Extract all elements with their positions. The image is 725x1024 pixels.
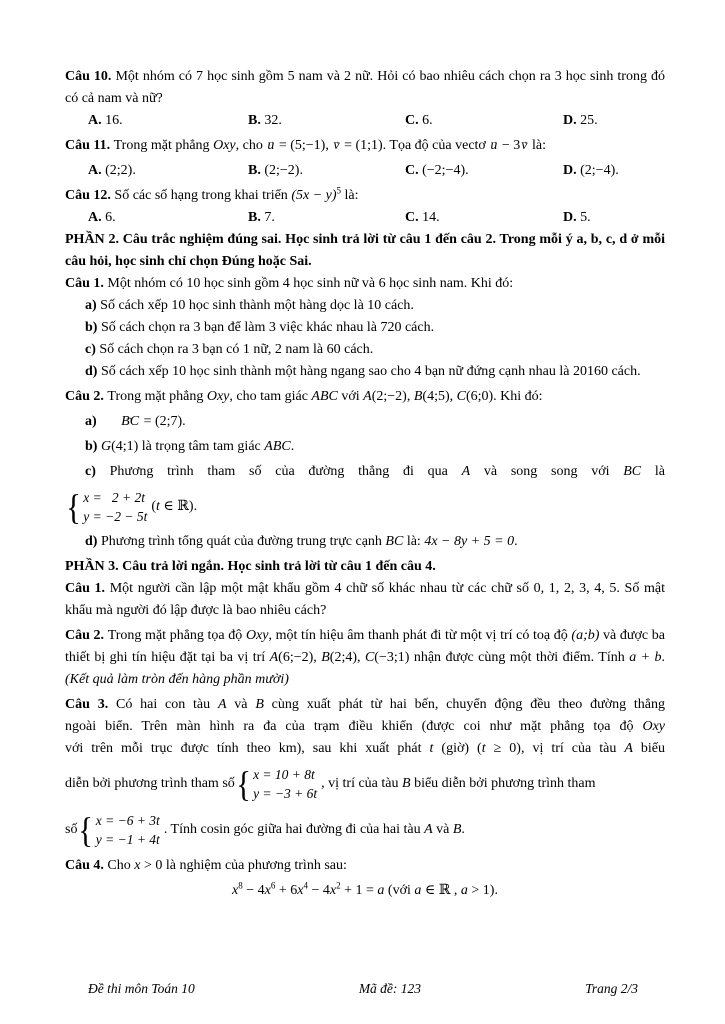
text-segment: với [337, 389, 364, 404]
option-b [248, 160, 405, 182]
p2-question-1-text [65, 273, 665, 295]
text-segment: 16. [105, 113, 123, 128]
text-segment: B [321, 650, 330, 665]
p3-q3-line-1 [65, 694, 665, 716]
text-segment: Số cách xếp 10 học sinh thành một hàng dọc là 10 cách. [100, 298, 414, 313]
text-segment: BC [623, 464, 642, 479]
text-segment: t [156, 499, 160, 514]
text-segment: u → [489, 135, 498, 157]
system-line-1: x = 2 + 2t [83, 490, 145, 505]
text-segment: Câu 1. [65, 276, 108, 291]
text-segment: (2;−4). [580, 163, 619, 178]
option-d [563, 110, 665, 132]
footer-exam-code: Mã đề: 123 [358, 981, 422, 996]
exam-body [65, 66, 665, 902]
text-segment: v → [332, 135, 340, 157]
ship-b-system [77, 810, 159, 850]
text-segment: B. [248, 210, 265, 225]
p2-question-2-text [65, 386, 665, 408]
text-segment: (5x − y) [291, 188, 337, 203]
text-segment: . [461, 822, 465, 837]
q3-line4-suffix [321, 774, 595, 794]
text-segment: A. [88, 113, 106, 128]
text-segment: − 4 [308, 883, 330, 898]
option-d [563, 160, 665, 182]
text-segment: và [226, 697, 256, 712]
text-segment: a [377, 883, 385, 898]
text-segment: (−2;−4). [422, 163, 469, 178]
text-segment: x [297, 883, 304, 898]
text-segment: (2;4), [329, 650, 365, 665]
text-segment: 14. [422, 210, 440, 225]
text-segment: Một nhóm có 7 học sinh gồm 5 nam và 2 nữ. Hỏi có bao nhiêu cách chọn ra 3 học sinh trong đó có cả nam và nữ? [65, 69, 666, 106]
text-segment: 7. [264, 210, 275, 225]
text-segment: A [424, 822, 433, 837]
text-segment: Cho [107, 858, 135, 873]
text-segment: A [624, 741, 633, 756]
p3-q3-line-3 [65, 738, 665, 760]
system-line-1: x = −6 + 3t [95, 813, 160, 828]
p2-q1-item-d [65, 361, 665, 383]
text-segment: (2;2). [105, 163, 136, 178]
question-10-text [65, 66, 665, 110]
option-d [563, 207, 665, 229]
text-segment: là [641, 464, 665, 479]
text-segment: a + b [629, 650, 662, 665]
question-12-text [65, 185, 665, 207]
text-segment: 5 [336, 185, 342, 196]
text-segment: ≥ 0), vị trí của tàu [485, 741, 625, 756]
text-segment: với trên mỗi trục được tính theo km), sau khi xuất phát [65, 741, 430, 756]
text-segment: = (2;7). [140, 414, 186, 429]
text-segment: Có hai con tàu [116, 697, 218, 712]
text-segment: Số cách xếp 10 học sinh thành một hàng ngang sao cho 4 bạn nữ đứng cạnh nhau là 20160 cách. [100, 364, 641, 379]
text-segment: C. [405, 113, 423, 128]
text-segment: > 0 là nghiệm của phương trình sau: [140, 858, 347, 873]
text-segment: v → [520, 135, 528, 157]
text-segment: Oxy [206, 389, 230, 404]
text-segment: 5. [580, 210, 591, 225]
text-segment: (a;b) [571, 628, 600, 643]
text-segment: c) [85, 342, 100, 357]
text-segment: A [217, 697, 227, 712]
text-segment: Oxy [245, 628, 269, 643]
text-segment: , cho tam giác [229, 389, 312, 404]
system-line-2: y = −1 + 4t [95, 832, 160, 847]
text-segment: BC → [100, 411, 140, 433]
text-segment: Câu 3. [65, 697, 116, 712]
text-segment: là: [403, 534, 425, 549]
text-segment: diễn bởi phương trình tham số [65, 776, 235, 791]
text-segment: Câu 10. [65, 69, 116, 84]
parametric-system [65, 487, 147, 527]
text-segment: Số các số hạng trong khai triển [114, 188, 292, 203]
text-segment: B. [248, 163, 265, 178]
text-segment: (4;1) là trọng tâm tam giác [111, 439, 265, 454]
p3-q3-line-2 [65, 716, 665, 738]
text-segment: Oxy [642, 719, 665, 734]
text-segment: (với [384, 883, 415, 898]
text-segment: và được ba thiết bị ghi tín hiệu đặt tại ba vị trí [65, 628, 665, 665]
text-segment: , cho [235, 138, 267, 153]
text-segment: Câu 1. [65, 581, 110, 596]
text-segment: c) [85, 464, 110, 479]
text-segment: B [402, 776, 411, 791]
p2-q1-item-a [65, 295, 665, 317]
text-segment: BC [385, 534, 404, 549]
text-segment: (6;−2), [278, 650, 322, 665]
text-segment: = (5;−1), [275, 138, 333, 153]
text-segment: Trong mặt phẳng tọa độ [107, 628, 246, 643]
text-segment: a [414, 883, 422, 898]
text-segment: ∈ ℝ , [421, 883, 461, 898]
left-brace-icon: { [66, 487, 81, 527]
text-segment: Phương trình tham số của đường thẳng đi qua [109, 464, 462, 479]
text-segment: ABC [311, 389, 338, 404]
text-segment: C. [405, 163, 423, 178]
text-segment: 32. [264, 113, 282, 128]
text-segment: Câu 12. [65, 188, 115, 203]
text-segment: G [100, 439, 112, 454]
text-segment: . [514, 534, 518, 549]
text-segment: (6;0). Khi đó: [465, 389, 543, 404]
p3-q3-line-5 [65, 808, 665, 852]
text-segment: d) [85, 534, 101, 549]
option-a [88, 160, 248, 182]
text-segment: C [364, 650, 375, 665]
text-segment: là: [528, 138, 546, 153]
text-segment: 4 [303, 880, 308, 891]
system-line-2: y = −3 + 6t [253, 786, 318, 801]
text-segment: cùng xuất phát từ hai bến, chuyển động đều theo đường thẳng [263, 697, 665, 712]
footer-page-number: Trang 2/3 [585, 981, 638, 996]
p2-q2-item-c [65, 461, 665, 483]
system-lines [96, 811, 160, 849]
part2-heading [65, 229, 665, 273]
text-segment: B. [248, 113, 265, 128]
question-11-text [65, 135, 665, 157]
text-segment: a) [85, 298, 101, 313]
page-footer [88, 980, 638, 998]
ship-a-system [235, 764, 317, 804]
text-segment: biểu diễn bởi phương trình tham [410, 776, 596, 791]
p2-q2-item-d [65, 531, 665, 553]
text-segment: Một người cần lập một mật khẩu gồm 4 chữ số khác nhau từ các chữ số 0, 1, 2, 3, 4, 5. Số mật khẩu mà người đó lập được là bao nhiêu cách? [65, 581, 665, 618]
part3-heading [65, 556, 665, 578]
option-b [248, 110, 405, 132]
text-segment: t [481, 741, 486, 756]
text-segment: (2;−2). [264, 163, 303, 178]
text-segment: − 3 [498, 138, 521, 153]
text-segment: ∈ ℝ). [159, 499, 198, 514]
text-segment: (2;−2), [371, 389, 414, 404]
p2-q1-item-c [65, 339, 665, 361]
text-segment: (Kết quả làm tròn đến hàng phần mười) [65, 672, 289, 687]
text-segment: B [255, 697, 264, 712]
text-segment: , một tín hiệu âm thanh phát đi từ một vị trí có toạ độ [268, 628, 572, 643]
text-segment: x [329, 883, 337, 898]
text-segment: Số cách chọn ra 3 bạn có 1 nữ, 2 nam là 60 cách. [99, 342, 374, 357]
text-segment: Trong mặt phẳng [113, 138, 214, 153]
system-line-1: x = 10 + 8t [253, 767, 315, 782]
text-segment: B [452, 822, 462, 837]
text-segment: A. [88, 210, 106, 225]
question-11-options [65, 160, 665, 182]
q3-line5-prefix [65, 820, 77, 840]
text-segment: biểu [632, 741, 665, 756]
text-segment: d) [85, 364, 101, 379]
text-segment: − 4 [242, 883, 265, 898]
left-brace-icon: { [78, 810, 94, 850]
text-segment: 6. [105, 210, 116, 225]
text-segment: A [269, 650, 279, 665]
q3-line4-prefix [65, 774, 235, 794]
text-segment: C [456, 389, 466, 404]
question-10-options [65, 110, 665, 132]
p3-question-2-text [65, 625, 665, 691]
p3-question-1-text [65, 578, 665, 622]
text-segment: D. [563, 113, 581, 128]
p2-q1-item-b [65, 317, 665, 339]
text-segment: Câu 2. [65, 628, 108, 643]
text-segment: 6. [422, 113, 433, 128]
option-a [88, 110, 248, 132]
text-segment: b) [85, 439, 101, 454]
text-segment: ngoài biển. Trên màn hình ra đa của trạm điều khiển (được coi như mặt phẳng tọa độ [65, 719, 643, 734]
text-segment: 4x − 8y + 5 = 0 [424, 534, 515, 549]
text-segment: x [232, 883, 239, 898]
text-segment: 6 [270, 880, 276, 891]
option-a [88, 207, 248, 229]
text-segment: Câu 11. [65, 138, 114, 153]
system-line-2: y = −2 − 5t [83, 509, 148, 524]
option-b [248, 207, 405, 229]
p2-q2-item-a [65, 411, 665, 433]
p3-q3-line-4 [65, 762, 665, 806]
option-c [405, 207, 563, 229]
text-segment: Phương trình tổng quát của đường trung trực cạnh [100, 534, 386, 549]
text-segment: a [460, 883, 468, 898]
p3-question-4-text [65, 855, 665, 877]
footer-exam-title: Đề thi môn Toán 10 [88, 981, 195, 996]
question-12-options [65, 207, 665, 229]
text-segment: 25. [580, 113, 598, 128]
text-segment: x [134, 858, 141, 873]
text-segment: PHẦN 3. Câu trả lời ngắn. Học sinh trả lời từ câu 1 đến câu 4. [65, 559, 436, 574]
text-segment: là: [341, 188, 359, 203]
text-segment: Câu 2. [65, 389, 108, 404]
text-segment: = (1;1). Tọa độ của vectơ [340, 138, 490, 153]
parameter-domain [151, 497, 197, 517]
text-segment: C. [405, 210, 423, 225]
text-segment: a) [85, 414, 101, 429]
text-segment: . [661, 650, 666, 665]
text-segment: t [429, 741, 434, 756]
text-segment: b) [85, 320, 101, 335]
text-segment: số [65, 822, 78, 837]
text-segment: x [264, 883, 271, 898]
text-segment: + 1 = [340, 883, 378, 898]
text-segment: Trong mặt phẳng [107, 389, 207, 404]
text-segment: A [461, 464, 471, 479]
text-segment: Oxy [213, 138, 236, 153]
text-segment: (giờ) ( [433, 741, 482, 756]
q3-line5-suffix [164, 820, 465, 840]
text-segment: D. [563, 210, 581, 225]
left-brace-icon: { [236, 764, 251, 804]
text-segment: (4;5), [422, 389, 457, 404]
option-c [405, 110, 563, 132]
text-segment: và [432, 822, 453, 837]
p2-q2-item-c-system [65, 485, 665, 529]
system-lines [253, 765, 317, 803]
text-segment: PHẦN 2. Câu trắc nghiệm đúng sai. Học sinh trả lời từ câu 1 đến câu 2. Trong mỗi ý a, b, c, d ở mỗi câu hỏi, học sinh chỉ chọn Đúng hoặc Sai. [65, 232, 665, 269]
text-segment: Số cách chọn ra 3 bạn để làm 3 việc khác nhau là 720 cách. [100, 320, 435, 335]
system-lines [83, 488, 147, 526]
text-segment: . Tính cosin góc giữa hai đường đi của hai tàu [163, 822, 425, 837]
text-segment: và song song với [470, 464, 624, 479]
text-segment: ( [151, 499, 157, 514]
p3-q4-equation [65, 880, 665, 902]
text-segment: 2 [336, 880, 341, 891]
option-c [405, 160, 563, 182]
text-segment: u → [266, 135, 275, 157]
text-segment: + 6 [275, 883, 298, 898]
text-segment: A [363, 389, 372, 404]
text-segment: A. [88, 163, 106, 178]
p2-q2-item-b [65, 436, 665, 458]
text-segment: > 1). [467, 883, 498, 898]
text-segment: B [413, 389, 423, 404]
text-segment: Câu 4. [65, 858, 108, 873]
text-segment: . [290, 439, 295, 454]
text-segment: D. [563, 163, 581, 178]
text-segment: , vị trí của tàu [321, 776, 403, 791]
text-segment: (−3;1) nhận được cùng một thời điểm. Tính [374, 650, 630, 665]
text-segment: ABC [264, 439, 291, 454]
text-segment: 8 [238, 880, 243, 891]
text-segment: Một nhóm có 10 học sinh gồm 4 học sinh nữ và 6 học sinh nam. Khi đó: [107, 276, 514, 291]
